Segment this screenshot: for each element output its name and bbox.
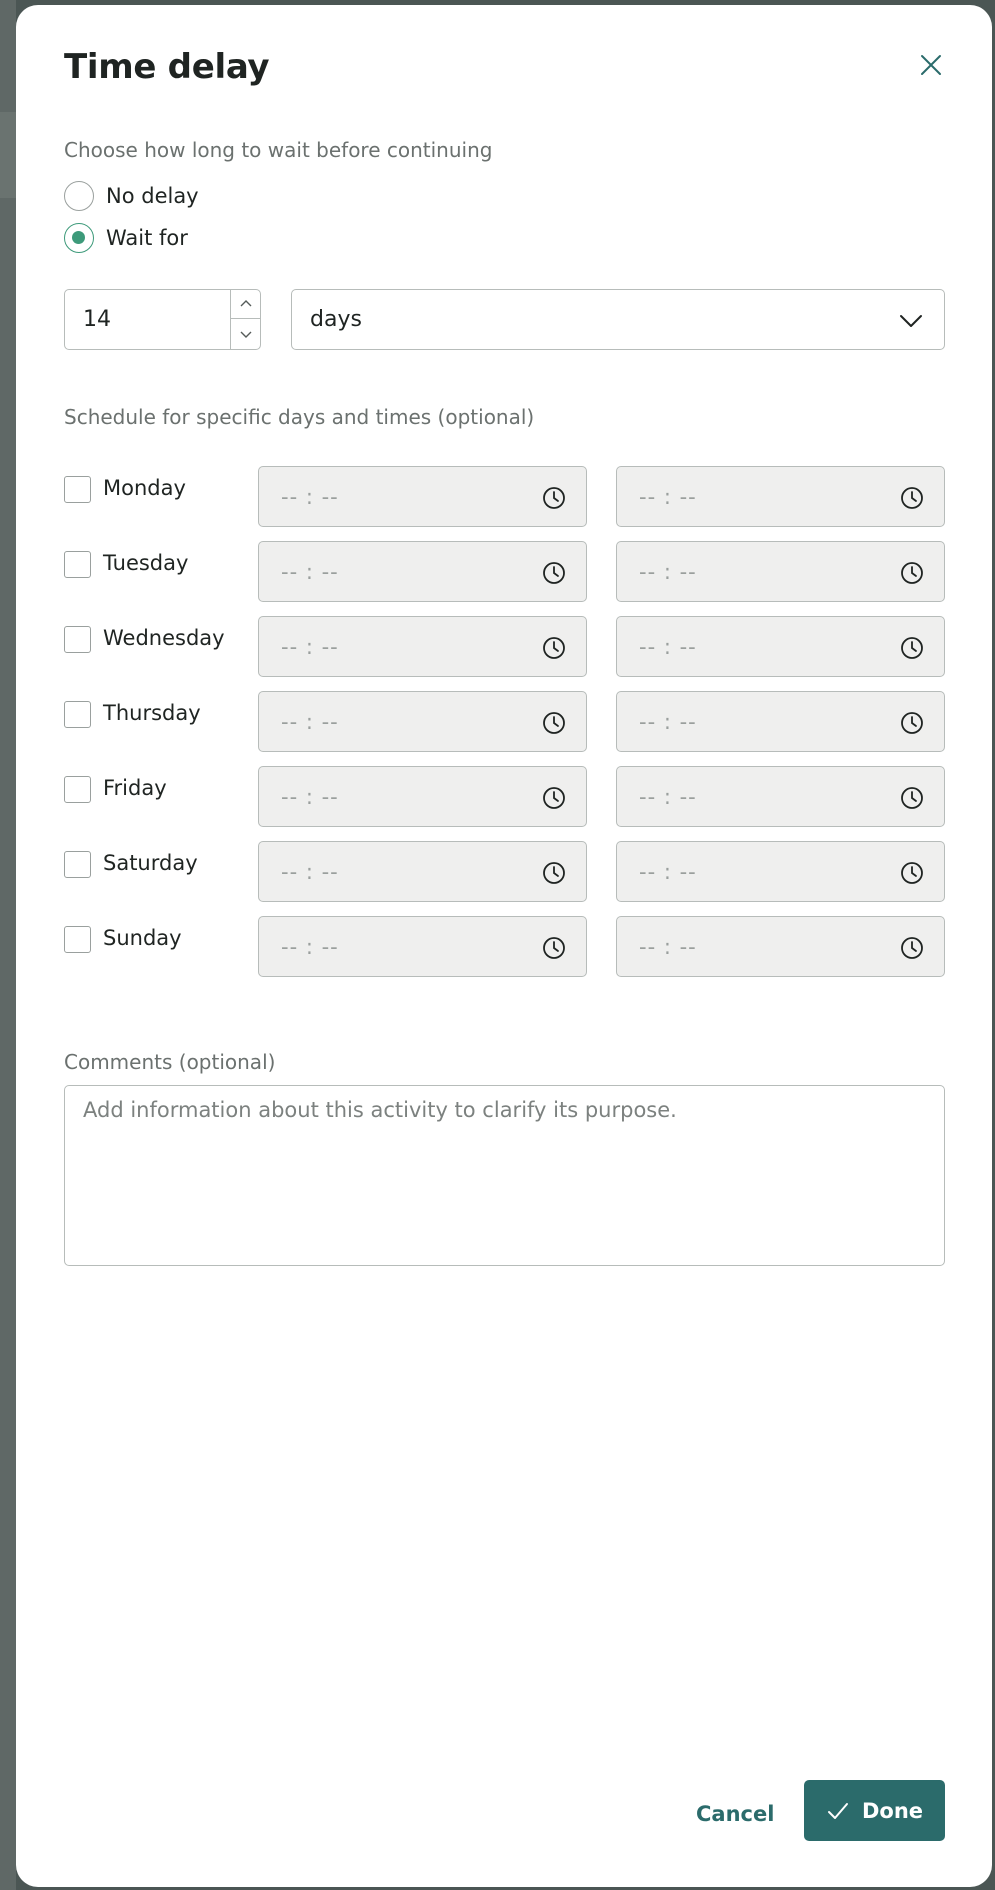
increment-button[interactable] [231, 290, 260, 319]
cancel-button[interactable]: Cancel [696, 1802, 775, 1826]
clock-icon [541, 485, 567, 511]
time-placeholder: -- : -- [639, 785, 697, 809]
start-time-field[interactable] [258, 616, 587, 677]
day-label: Friday [103, 776, 167, 800]
day-row-tuesday [64, 541, 945, 602]
time-placeholder: -- : -- [281, 860, 339, 884]
clock-icon [541, 710, 567, 736]
clock-icon [541, 935, 567, 961]
delay-amount-input[interactable] [64, 289, 261, 350]
day-label: Saturday [103, 851, 198, 875]
checkbox-saturday[interactable] [64, 851, 91, 878]
clock-icon [541, 635, 567, 661]
day-row-wednesday [64, 616, 945, 677]
chevron-up-icon [238, 296, 254, 312]
checkbox-friday[interactable] [64, 776, 91, 803]
chevron-down-icon [898, 308, 924, 334]
time-placeholder: -- : -- [281, 785, 339, 809]
number-stepper [230, 290, 260, 349]
clock-icon [899, 635, 925, 661]
clock-icon [541, 860, 567, 886]
delay-amount-value: 14 [83, 307, 111, 332]
start-time-field[interactable] [258, 841, 587, 902]
clock-icon [899, 935, 925, 961]
time-placeholder: -- : -- [639, 560, 697, 584]
radio-label: No delay [106, 184, 199, 208]
checkbox-tuesday[interactable] [64, 551, 91, 578]
backdrop [0, 0, 16, 1890]
close-icon [917, 51, 945, 79]
start-time-field[interactable] [258, 541, 587, 602]
time-delay-dialog [16, 5, 992, 1887]
end-time-field[interactable] [616, 691, 945, 752]
day-label: Monday [103, 476, 186, 500]
radio-label: Wait for [106, 226, 188, 250]
day-label: Sunday [103, 926, 182, 950]
clock-icon [899, 860, 925, 886]
time-placeholder: -- : -- [281, 635, 339, 659]
time-placeholder: -- : -- [639, 860, 697, 884]
comments-field [64, 1085, 945, 1266]
schedule-label: Schedule for specific days and times (optional) [64, 405, 535, 429]
start-time-field[interactable] [258, 916, 587, 977]
time-placeholder: -- : -- [639, 935, 697, 959]
start-time-field[interactable] [258, 766, 587, 827]
close-button[interactable] [917, 51, 945, 79]
decrement-button[interactable] [231, 319, 260, 348]
time-placeholder: -- : -- [281, 710, 339, 734]
day-label: Tuesday [103, 551, 189, 575]
day-label: Thursday [103, 701, 201, 725]
comments-textarea[interactable] [65, 1086, 944, 1265]
check-icon [826, 1799, 850, 1823]
clock-icon [541, 785, 567, 811]
clock-icon [899, 560, 925, 586]
radio-wait-for[interactable] [64, 223, 188, 253]
time-placeholder: -- : -- [639, 635, 697, 659]
checkbox-sunday[interactable] [64, 926, 91, 953]
time-placeholder: -- : -- [281, 935, 339, 959]
clock-icon [899, 785, 925, 811]
day-row-saturday [64, 841, 945, 902]
chevron-down-icon [238, 326, 254, 342]
day-label: Wednesday [103, 626, 225, 650]
radio-button[interactable] [64, 181, 94, 211]
end-time-field[interactable] [616, 541, 945, 602]
time-placeholder: -- : -- [639, 710, 697, 734]
clock-icon [899, 710, 925, 736]
day-row-thursday [64, 691, 945, 752]
end-time-field[interactable] [616, 616, 945, 677]
start-time-field[interactable] [258, 466, 587, 527]
delay-unit-value: days [310, 307, 362, 332]
delay-prompt: Choose how long to wait before continuing [64, 138, 493, 162]
clock-icon [541, 560, 567, 586]
end-time-field[interactable] [616, 466, 945, 527]
end-time-field[interactable] [616, 841, 945, 902]
delay-unit-select[interactable] [291, 289, 945, 350]
checkbox-wednesday[interactable] [64, 626, 91, 653]
time-placeholder: -- : -- [281, 560, 339, 584]
end-time-field[interactable] [616, 766, 945, 827]
time-placeholder: -- : -- [639, 485, 697, 509]
done-label: Done [861, 1798, 924, 1823]
radio-button-selected[interactable] [64, 223, 94, 253]
day-row-friday [64, 766, 945, 827]
radio-no-delay[interactable] [64, 181, 199, 211]
start-time-field[interactable] [258, 691, 587, 752]
done-button[interactable] [804, 1780, 945, 1841]
time-placeholder: -- : -- [281, 485, 339, 509]
day-row-monday [64, 466, 945, 527]
checkbox-monday[interactable] [64, 476, 91, 503]
day-row-sunday [64, 916, 945, 977]
dialog-title: Time delay [64, 47, 270, 87]
comments-label: Comments (optional) [64, 1050, 276, 1074]
end-time-field[interactable] [616, 916, 945, 977]
checkbox-thursday[interactable] [64, 701, 91, 728]
clock-icon [899, 485, 925, 511]
